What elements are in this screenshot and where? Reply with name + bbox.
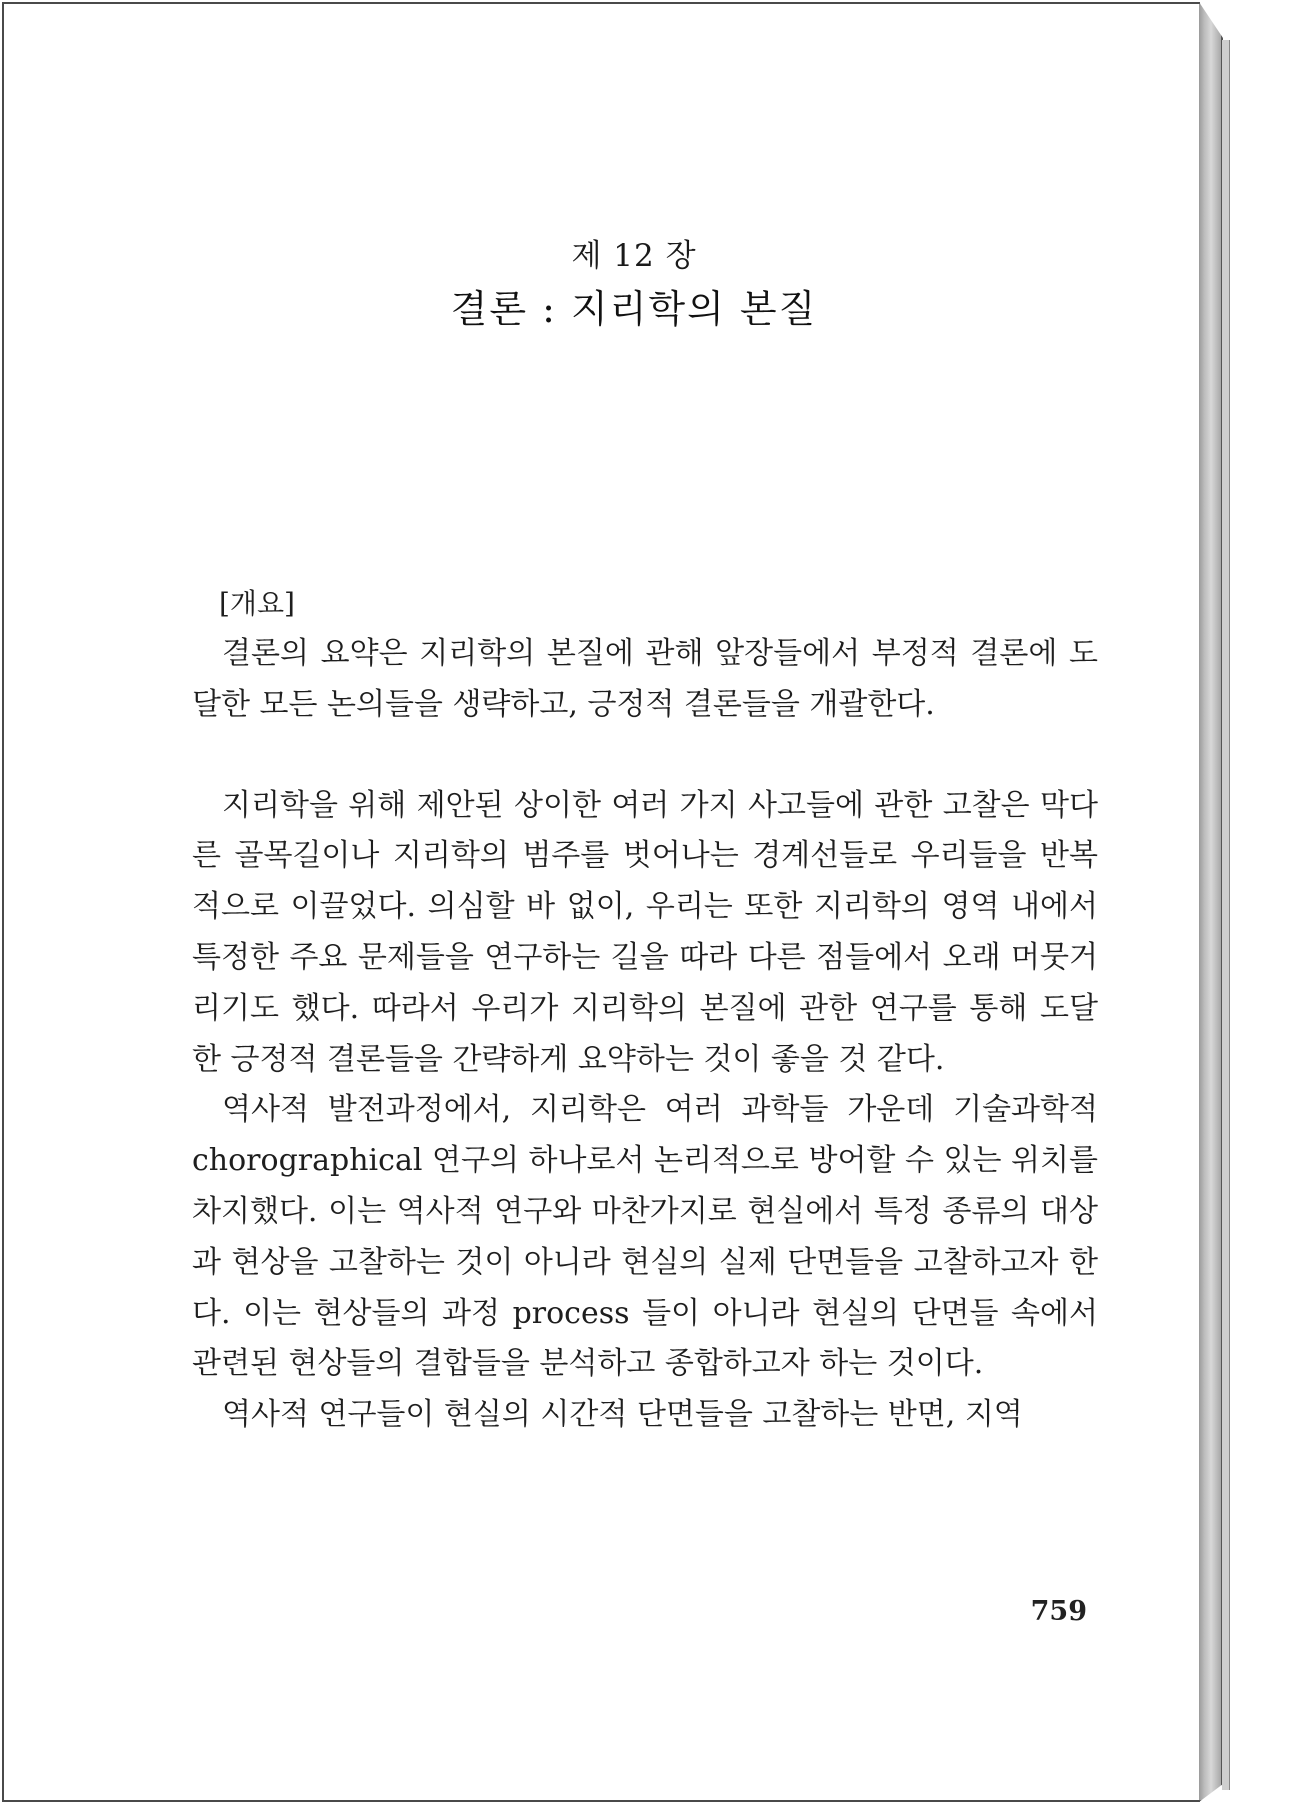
page-number: 759 — [1030, 1596, 1087, 1627]
body-text — [192, 579, 1098, 1441]
page-stack-edge — [1199, 2, 1223, 1802]
chapter-number: 제 12 장 — [571, 238, 697, 274]
chapter-title: 결론 : 지리학의 본질 — [450, 287, 818, 331]
summary-paragraph: 결론의 요약은 지리학의 본질에 관해 앞장들에서 부정적 결론에 도달한 모든 논의들을 생략하고, 긍정적 결론들을 개괄한다. — [192, 636, 1098, 722]
page-stack-shadow — [1222, 40, 1230, 1790]
body-paragraph-1: 지리학을 위해 제안된 상이한 여러 가지 사고들에 관한 고찰은 막다른 골목길이나 지리학의 범주를 벗어나는 경계선들로 우리들을 반복적으로 이끌었다. 의심할 바 없이, 우리는 또한 지리학의 영역 내에서 특정한 주요 문제들을 연구하는 길을 따라 다른 점들에서 오래 머뭇거리기도 했다. 따라서 우리가 지리학의 본질에 관한 연구를 통해 도달한 긍정적 결론들을 간략하게 요약하는 것이 좋을 것 같다. — [192, 787, 1098, 1077]
paragraph-gap — [192, 731, 1098, 781]
book-page — [2, 2, 1200, 1802]
summary-label: [개요] — [219, 587, 295, 620]
body-paragraph-3: 역사적 연구들이 현실의 시간적 단면들을 고찰하는 반면, 지역 — [222, 1397, 1023, 1433]
body-paragraph-2: 역사적 발전과정에서, 지리학은 여러 과학들 가운데 기술과학적 chorographical 연구의 하나로서 논리적으로 방어할 수 있는 위치를 차지했다. 이는 역사적 연구와 마찬가지로 현실에서 특정 종류의 대상과 현상을 고찰하는 것이 아니라 현실의 실제 단면들을 고찰하고자 한다. 이는 현상들의 과정 process 들이 아니라 현실의 단면들 속에서 관련된 현상들의 결합들을 분석하고 종합하고자 하는 것이다. — [192, 1092, 1098, 1382]
